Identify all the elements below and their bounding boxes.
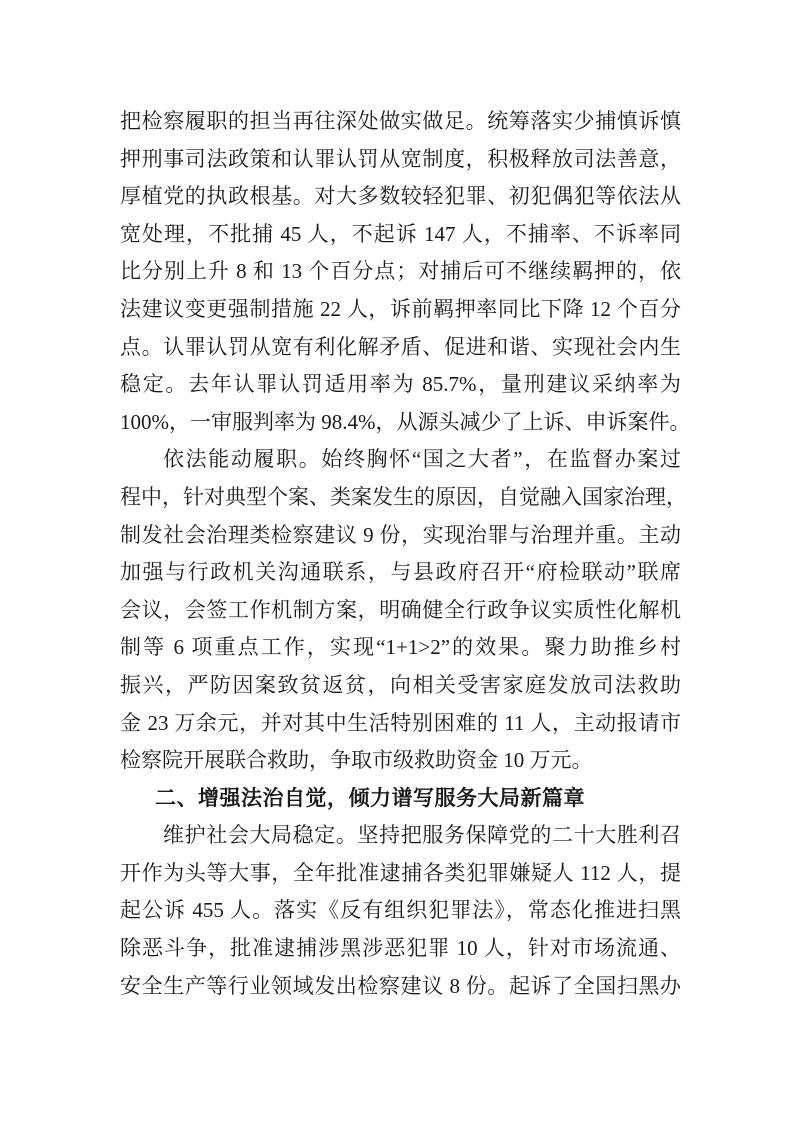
text-line: 稳定。去年认罪认罚适用率为 85.7%，量刑建议采纳率为 xyxy=(120,372,681,397)
text-line: 检察院开展联合救助，争取市级救助资金 10 万元。 xyxy=(120,748,593,773)
text-line: 制发社会治理类检察建议 9 份，实现治罪与治理并重。主动 xyxy=(120,522,681,547)
text-line: 安全生产等行业领域发出检察建议 8 份。起诉了全国扫黑办 xyxy=(120,973,681,998)
document-page xyxy=(120,103,691,1005)
text-line: 把检察履职的担当再往深处做实做足。统筹落实少捕慎诉慎 xyxy=(120,109,681,133)
text-line: 比分别上升 8 和 13 个百分点；对捕后可不继续羁押的，依 xyxy=(120,259,681,284)
text-line: 制等 6 项重点工作，实现“1+1>2”的效果。聚力助推乡村 xyxy=(120,635,681,660)
text-line: 加强与行政机关沟通联系，与县政府召开“府检联动”联席 xyxy=(120,560,681,585)
text-line: 100%，一审服判率为 98.4%，从源头减少了上诉、申诉案件。 xyxy=(120,409,691,434)
text-line: 宽处理，不批捕 45 人，不起诉 147 人，不捕率、不诉率同 xyxy=(120,221,681,246)
text-line: 开作为头等大事，全年批准逮捕各类犯罪嫌疑人 112 人，提 xyxy=(120,860,681,885)
text-line: 点。认罪认罚从宽有利化解矛盾、促进和谐、实现社会内生 xyxy=(120,334,681,359)
paragraph-1 xyxy=(120,103,691,441)
text-line: 起公诉 455 人。落实《反有组织犯罪法》，常态化推进扫黑 xyxy=(120,898,681,923)
paragraph-3 xyxy=(120,817,681,1005)
text-line: 维护社会大局稳定。坚持把服务保障党的二十大胜利召 xyxy=(163,823,681,848)
text-line: 程中，针对典型个案、类案发生的原因，自觉融入国家治理， xyxy=(120,484,687,509)
text-line: 法建议变更强制措施 22 人，诉前羁押率同比下降 12 个百分 xyxy=(120,296,681,321)
paragraph-2 xyxy=(120,441,687,779)
text-line: 除恶斗争，批准逮捕涉黑涉恶犯罪 10 人，针对市场流通、 xyxy=(120,936,681,961)
text-line: 押刑事司法政策和认罪认罚从宽制度，积极释放司法善意， xyxy=(120,146,681,171)
text-line: 振兴，严防因案致贫返贫，向相关受害家庭发放司法救助 xyxy=(120,672,681,697)
text-line: 金 23 万余元，并对其中生活特别困难的 11 人，主动报请市 xyxy=(120,710,681,735)
text-line: 会议，会签工作机制方案，明确健全行政争议实质性化解机 xyxy=(120,597,681,622)
text-line: 厚植党的执政根基。对大多数较轻犯罪、初犯偶犯等依法从 xyxy=(120,184,681,209)
section-heading: 二、增强法治自觉，倾力谱写服务大局新篇章 xyxy=(155,786,585,810)
text-line: 依法能动履职。始终胸怀“国之大者”，在监督办案过 xyxy=(163,447,681,472)
